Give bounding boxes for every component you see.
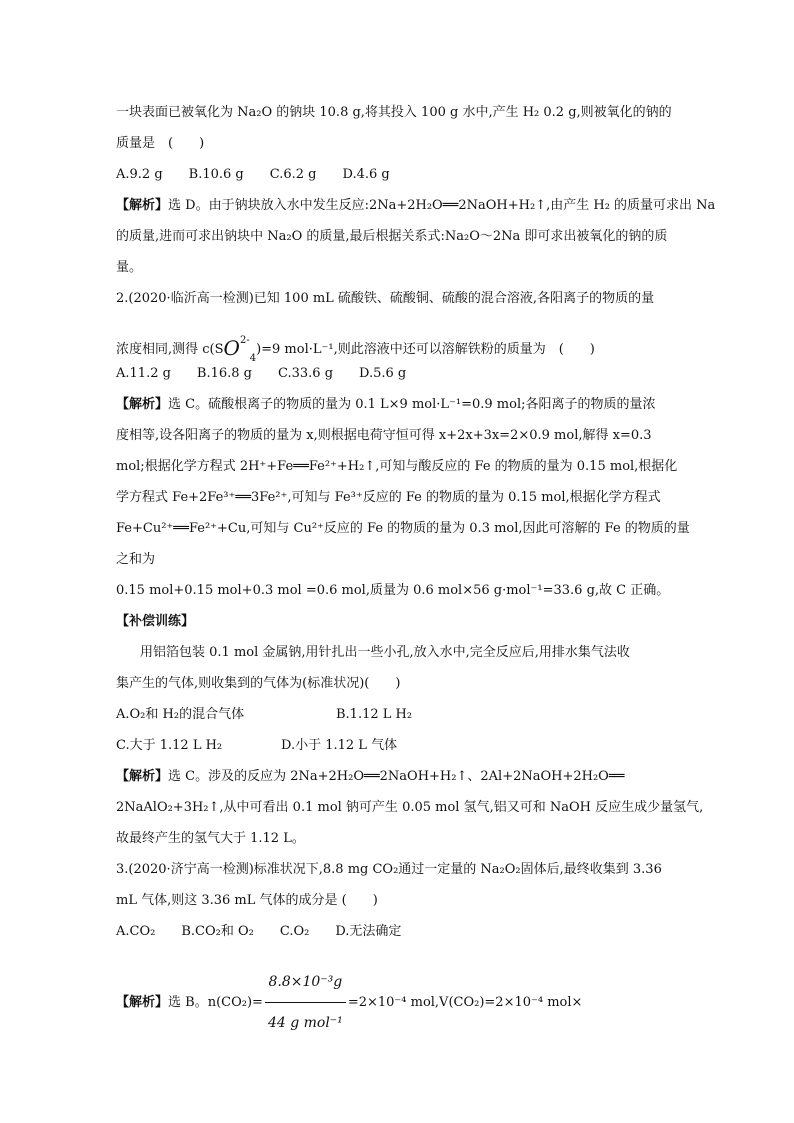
q3-stem-line-1: 3.(2020·济宁高一检测)标准状况下,8.8 mg CO₂通过一定量的 Na₂O₂固体后,最终收集到 3.36 — [116, 862, 662, 877]
supplement-option-c: C.大于 1.12 L H₂ — [116, 738, 223, 753]
q2-analysis-line-7: 0.15 mol+0.15 mol+0.3 mol =0.6 mol,质量为 0.6 mol×56 g·mol⁻¹=33.6 g,故 C 正确。 — [116, 583, 670, 598]
q1-analysis-line-1: 【解析】选 D。由于钠块放入水中发生反应:2Na+2H₂O══2NaOH+H₂↑,由产生 H₂ 的质量可求出 Na — [116, 198, 716, 213]
supplement-stem-line-2: 集产生的气体,则收集到的气体为(标准状况)( ) — [116, 676, 401, 691]
sulfate-ion-formula: $O^{2-}_4$ — [223, 335, 257, 364]
q2-analysis-line-5: Fe+Cu²⁺══Fe²⁺+Cu,可知与 Cu²⁺反应的 Fe 的物质的量为 0.3 mol,因此可溶解的 Fe 的物质的量 — [116, 521, 690, 536]
q1-stem-line-1: 一块表面已被氧化为 Na₂O 的钠块 10.8 g,将其投入 100 g 水中,产生 H₂ 0.2 g,则被氧化的钠的 — [116, 105, 672, 120]
supplement-analysis-line-2: 2NaAlO₂+3H₂↑,从中可看出 0.1 mol 钠可产生 0.05 mol 氢气,铝又可和 NaOH 反应生成少量氢气, — [116, 800, 704, 815]
analysis-tag: 【解析】 — [116, 198, 169, 213]
supplement-heading: 【补偿训练】 — [116, 614, 195, 629]
q1-stem-line-2: 质量是 ( ) — [116, 136, 205, 151]
supplement-analysis-line-3: 故最终产生的氢气大于 1.12 L。 — [116, 831, 305, 846]
q2-analysis-line-6: 之和为 — [116, 552, 156, 567]
q2-stem-line-1: 2.(2020·临沂高一检测)已知 100 mL 硫酸铁、硫酸铜、硫酸的混合溶液,各阳离子的物质的量 — [116, 291, 655, 306]
q1-options: A.9.2 g B.10.6 g C.6.2 g D.4.6 g — [116, 167, 390, 182]
mole-fraction: $\frac{\text{8.8×10⁻³g}}{\text{44 g mol⁻¹}}$ — [265, 962, 346, 1043]
supplement-option-b: B.1.12 L H₂ — [336, 707, 413, 722]
supplement-option-d: D.小于 1.12 L 气体 — [281, 738, 398, 753]
q3-analysis-line-1: 【解析】选 B。n(CO₂)= $\frac{\text{8.8×10⁻³g}}{\text{44 g mol⁻¹}}$ =2×10⁻⁴ mol,V(CO₂)=2×10⁻⁴ mol× — [116, 962, 686, 1043]
q1-analysis-line-2: 的质量,进而可求出钠块中 Na₂O 的质量,最后根据关系式:Na₂O～2Na 即可求出被氧化的钠的质 — [116, 229, 668, 244]
q2-analysis-line-2: 度相等,设各阳离子的物质的量为 x,则根据电荷守恒可得 x+2x+3x=2×0.9 mol,解得 x=0.3 — [116, 428, 652, 443]
q1-analysis-line-3: 量。 — [116, 260, 143, 275]
supplement-option-a: A.O₂和 H₂的混合气体 — [116, 707, 245, 722]
q3-options: A.CO₂ B.CO₂和 O₂ C.O₂ D.无法确定 — [116, 924, 402, 939]
supplement-analysis-line-1: 【解析】选 C。涉及的反应为 2Na+2H₂O══2NaOH+H₂↑、2Al+2NaOH+2H₂O══ — [116, 769, 625, 784]
q2-stem-line-2: 浓度相同,测得 $c(SO^{2-}_4)=9$ mol·L⁻¹,则此溶液中还可以溶解铁粉的质量为 ( ) — [116, 335, 595, 364]
q2-analysis-line-4: 学方程式 Fe+2Fe³⁺══3Fe²⁺,可知与 Fe³⁺反应的 Fe 的物质的量为 0.15 mol,根据化学方程式 — [116, 490, 661, 505]
analysis-tag: 【解析】 — [116, 995, 169, 1010]
q3-stem-line-2: mL 气体,则这 3.36 mL 气体的成分是 ( ) — [116, 893, 378, 908]
q2-analysis-line-3: mol;根据化学方程式 2H⁺+Fe══Fe²⁺+H₂↑,可知与酸反应的 Fe 的物质的量为 0.15 mol,根据化 — [116, 459, 678, 474]
q2-options: A.11.2 g B.16.8 g C.33.6 g D.5.6 g — [116, 366, 407, 381]
analysis-tag: 【解析】 — [116, 397, 169, 412]
supplement-stem-line-1: 用铝箔包装 0.1 mol 金属钠,用针扎出一些小孔,放入水中,完全反应后,用排水集气法收 — [140, 645, 630, 660]
q2-analysis-line-1: 【解析】选 C。硫酸根离子的物质的量为 0.1 L×9 mol·L⁻¹=0.9 mol;各阳离子的物质的量浓 — [116, 397, 656, 412]
analysis-tag: 【解析】 — [116, 769, 169, 784]
